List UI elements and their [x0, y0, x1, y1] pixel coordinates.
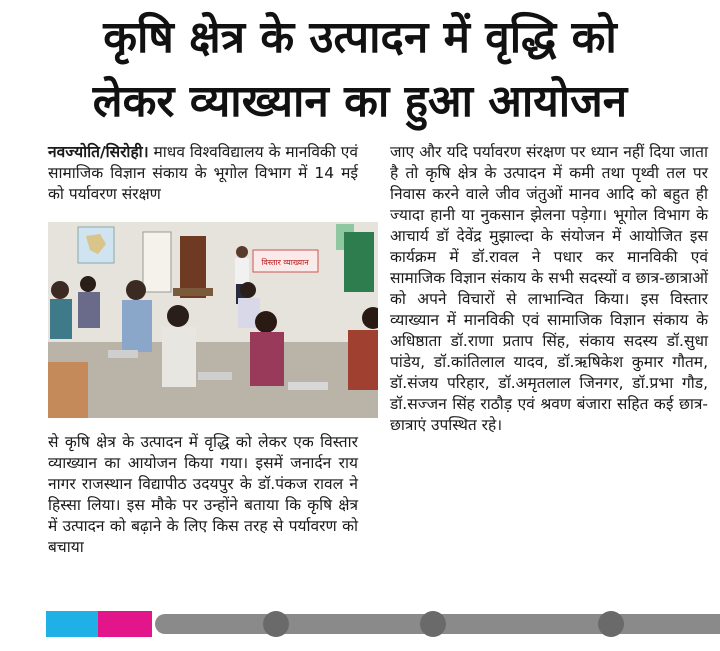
footer-dot	[420, 611, 446, 637]
article-column-left-top	[48, 142, 358, 205]
article-text-left-bottom: से कृषि क्षेत्र के उत्पादन में वृद्धि को लेकर एक विस्तार व्याख्यान का आयोजन किया गया। इसमें जनार्दन राय नागर राजस्थान विद्यापीठ उदयपुर के डॉ.पंकज रावल ने हिस्सा लिया। इस मौके पर उन्होंने बताया कि कृषि क्षेत्र में उत्पादन को बढ़ाने के लिए किस तरह से पर्यावरण को बचाया	[48, 433, 358, 556]
photo-banner-text: विस्तार व्याख्यान	[261, 258, 309, 267]
dateline: नवज्योति/सिरोही।	[48, 143, 149, 161]
classroom-photo-illustration	[48, 222, 378, 418]
article-column-right	[390, 142, 708, 436]
footer-cyan-block	[46, 611, 98, 637]
article-column-left-bottom	[48, 432, 358, 558]
footer-magenta-block	[98, 611, 152, 637]
headline	[0, 6, 720, 134]
footer-decorative-bar	[0, 611, 720, 637]
footer-dot	[598, 611, 624, 637]
article-text-left-top: माधव विश्वविद्यालय के मानविकी एवं सामाजिक विज्ञान संकाय के भूगोल विभाग में 14 मई को पर्यावरण संरक्षण	[48, 143, 358, 203]
footer-dot	[263, 611, 289, 637]
headline-line-1: कृषि क्षेत्र के उत्पादन में वृद्धि को	[103, 12, 617, 63]
article-photo	[48, 222, 378, 418]
article-text-right: जाए और यदि पर्यावरण संरक्षण पर ध्यान नहीं दिया जाता है तो कृषि क्षेत्र के उत्पादन में कमी तथा पृथ्वी तल पर निवास करने वाले जीव जंतुओं मानव आदि को बहुत ही ज्यादा हानी या नुकसान झेलना पड़ेगा। भूगोल विभाग के आचार्य डॉ देवेंद्र मुझाल्दा के संयोजन में आयोजित इस कार्यक्रम में डॉ.रावल ने पधार कर मानविकी एवं सामाजिक विज्ञान संकाय के सभी सदस्यों व छात्र-छात्राओं को अपने विचारों से लाभान्वित किया। इस विस्तार व्याख्यान में मानविकी एवं सामाजिक विज्ञान संकाय के अधिष्ठाता डॉ.राणा प्रताप सिंह, संकाय सदस्य डॉ.सुधा पांडेय, डॉ.कांतिलाल यादव, डॉ.ऋषिकेश कुमार गौतम, डॉ.संजय परिहार, डॉ.अमृतलाल जिनगर, डॉ.प्रभा गौड, डॉ.सज्जन सिंह राठौड़ एवं श्रवण बंजारा सहित कई छात्र-छात्राएं उपस्थित रहे।	[390, 143, 708, 434]
headline-line-2: लेकर व्याख्यान का हुआ आयोजन	[92, 76, 628, 127]
